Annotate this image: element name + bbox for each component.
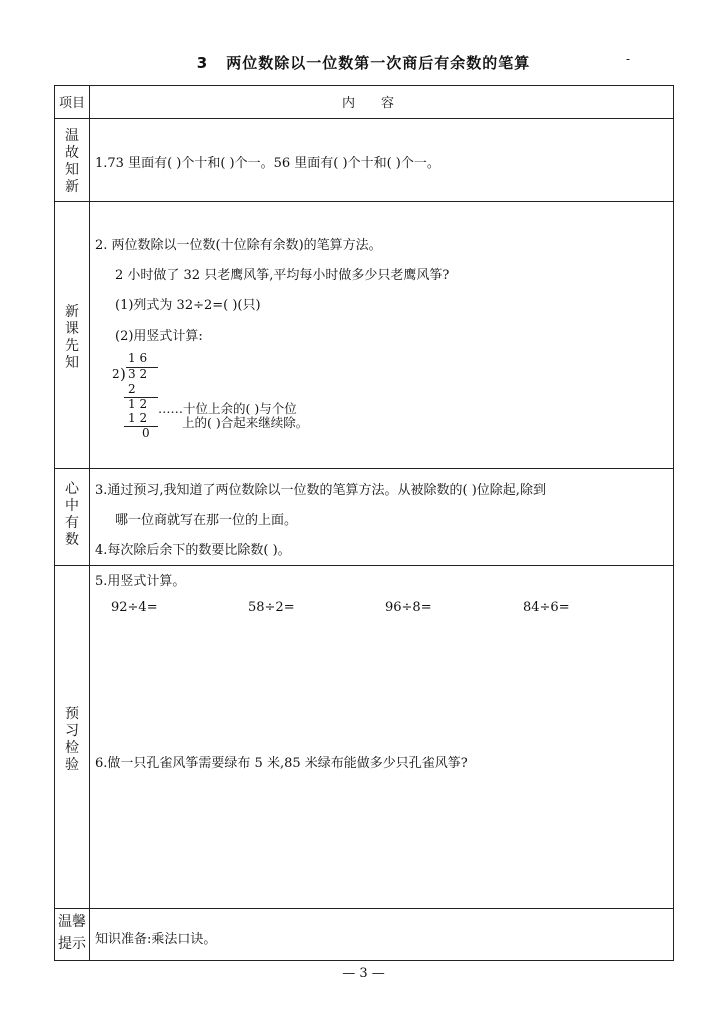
- column-divider: [89, 86, 90, 960]
- division-bracket-symbol: ): [120, 365, 126, 383]
- division-dividend: 3 2: [128, 367, 148, 381]
- exercise-1: 92÷4=: [111, 600, 158, 615]
- question-1: 1.73 里面有( )个十和( )个一。56 里面有( )个十和( )个一。: [95, 156, 440, 171]
- division-remainder: 0: [142, 426, 150, 440]
- question-2: 2. 两位数除以一位数(十位除有余数)的笔算方法。: [95, 238, 382, 253]
- row-label-reflection: 心 中 有 数: [65, 481, 79, 548]
- exercise-2: 58÷2=: [248, 600, 295, 615]
- division-step-3: 1 2: [128, 411, 148, 425]
- corner-mark: -: [626, 52, 631, 66]
- exercise-3: 96÷8=: [385, 600, 432, 615]
- column-header-content: 内容: [341, 96, 420, 111]
- row-divider: [55, 908, 673, 909]
- row-divider: [55, 565, 673, 566]
- page-title: [0, 52, 727, 73]
- question-3-line-2: 哪一位商就写在那一位的上面。: [115, 513, 298, 528]
- row-label-new-knowledge: 新 课 先 知: [65, 304, 79, 371]
- long-division: [110, 351, 350, 441]
- step-2: (2)用竖式计算:: [115, 329, 203, 344]
- row-divider: [55, 201, 673, 202]
- lesson-number: 3: [196, 54, 209, 72]
- question-3-line-1: 3.通过预习,我知道了两位数除以一位数的笔算方法。从被除数的( )位除起,除到: [95, 483, 546, 498]
- division-quotient: 1 6: [128, 351, 148, 365]
- tips-text: 知识准备:乘法口诀。: [95, 932, 217, 947]
- problem-statement: 2 小时做了 32 只老鹰风筝,平均每小时做多少只老鹰风筝?: [115, 268, 450, 283]
- question-6: 6.做一只孔雀风筝需要绿布 5 米,85 米绿布能做多少只孔雀风筝?: [95, 756, 468, 771]
- lesson-title: 两位数除以一位数第一次商后有余数的笔算: [226, 54, 531, 72]
- row-label-review: 温 故 知 新: [65, 128, 79, 195]
- column-header-item: 项目: [58, 96, 85, 111]
- question-5: 5.用竖式计算。: [95, 574, 186, 589]
- exercise-4: 84÷6=: [523, 600, 570, 615]
- division-divisor: 2: [112, 367, 120, 381]
- division-note-line-2: 上的( )合起来继续除。: [182, 415, 309, 430]
- division-step-2: 1 2: [128, 397, 148, 411]
- worksheet-table: [54, 85, 674, 961]
- row-label-preview-check: 预 习 检 验: [65, 706, 79, 773]
- row-label-tips: 温馨 提示: [58, 914, 86, 952]
- question-4: 4.每次除后余下的数要比除数( )。: [95, 543, 291, 558]
- step-1: (1)列式为 32÷2=( )(只): [115, 298, 261, 313]
- division-rule-2: [124, 426, 158, 427]
- page-number: — 3 —: [342, 966, 385, 981]
- row-divider: [55, 118, 673, 119]
- division-step-1: 2: [128, 382, 136, 396]
- row-divider: [55, 468, 673, 469]
- division-note-line-1: ……十位上余的( )与个位: [158, 401, 297, 416]
